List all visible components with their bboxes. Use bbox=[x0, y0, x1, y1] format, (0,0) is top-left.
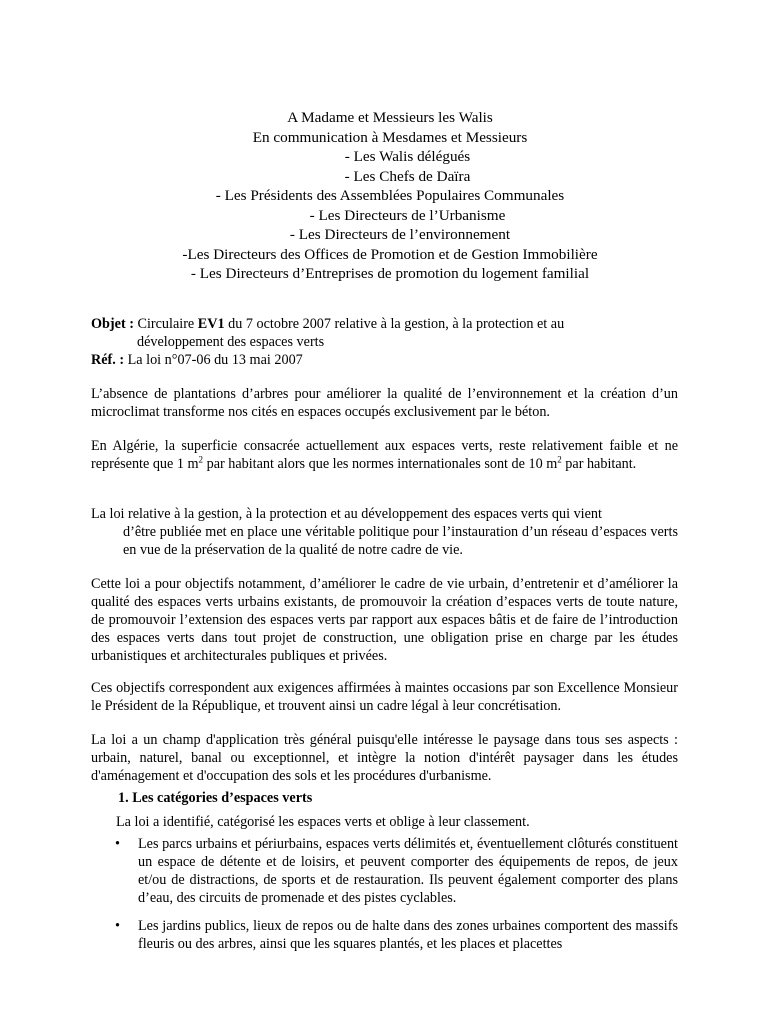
recipients-block bbox=[90, 108, 690, 284]
bullet-icon: • bbox=[115, 918, 120, 934]
ref-line bbox=[91, 351, 678, 369]
list-item bbox=[112, 917, 678, 953]
paragraph-objectives: Cette loi a pour objectifs notamment, d’améliorer le cadre de vie urbain, d’entretenir et d’améliorer la qualité des espaces verts urbains existants, de promouvoir la création d’espaces verts de toute nature, de promouvoir l’extension des espaces verts par rapport aux espaces bâtis et de faire de l’introduction des espaces verts dans tout projet de construction, une obligation prise en charge par les études urbanistiques et architecturales publiques et privées. bbox=[91, 576, 678, 664]
p2-text-a: En Algérie, la superficie consacrée actuellement aux espaces verts, reste relativement faible et ne représente que 1 m bbox=[91, 438, 678, 472]
ref-text: La loi n°07-06 du 13 mai 2007 bbox=[124, 352, 303, 368]
recipient-line: - Les Directeurs d’Entreprises de promotion du logement familial bbox=[190, 265, 590, 282]
section-intro: La loi a identifié, catégorisé les espaces verts et oblige à leur classement. bbox=[116, 814, 530, 830]
section-heading: 1. Les catégories d’espaces verts bbox=[118, 790, 313, 806]
paragraph-intro: L’absence de plantations d’arbres pour améliorer la qualité de l’environnement et la création d’un microclimat transforme nos cités en espaces occupés exclusivement par le béton. bbox=[91, 386, 678, 420]
objet-line bbox=[91, 315, 678, 333]
p2-text-c: par habitant. bbox=[561, 456, 637, 472]
objet-text-after: du 7 octobre 2007 relative à la gestion, à la protection et au bbox=[224, 316, 565, 332]
category-list bbox=[112, 835, 678, 963]
ref-label: Réf. : bbox=[91, 352, 125, 368]
paragraph-scope: La loi a un champ d'application très général puisqu'elle intéresse le paysage dans tous ses aspects : urbain, naturel, banal ou exceptionnel, et intègre la notion d'intérêt paysager dans les études d'aménagement et d'occupation des sols et les procédures d'urbanisme. bbox=[91, 732, 678, 784]
p3-first-line: La loi relative à la gestion, à la protection et au développement des espaces verts qui vient bbox=[91, 506, 602, 522]
p2-superscript-1: 2 bbox=[198, 454, 204, 465]
objet-block bbox=[91, 315, 678, 369]
recipient-line: - Les Walis délégués bbox=[344, 148, 471, 165]
list-item-text: Les jardins publics, lieux de repos ou de halte dans des zones urbaines comportent des massifs fleuris ou des arbres, ainsi que les squares plantés, et les places et placettes bbox=[138, 918, 678, 952]
recipient-line: -Les Directeurs des Offices de Promotion et de Gestion Immobilière bbox=[182, 245, 598, 263]
recipient-line: A Madame et Messieurs les Walis bbox=[287, 109, 493, 126]
objet-continuation: développement des espaces verts bbox=[137, 334, 325, 350]
paragraph-algeria bbox=[91, 437, 678, 473]
recipient-line: - Les Directeurs de l’Urbanisme bbox=[309, 206, 506, 224]
list-item bbox=[112, 835, 678, 907]
recipient-line: En communication à Mesdames et Messieurs bbox=[252, 128, 528, 146]
paragraph-law bbox=[91, 505, 678, 559]
recipient-line: - Les Présidents des Assemblées Populaires Communales bbox=[215, 187, 565, 204]
paragraph-exigences: Ces objectifs correspondent aux exigences affirmées à maintes occasions par son Excellence Monsieur le Président de la République, et trouvent ainsi un cadre légal à leur concrétisation. bbox=[91, 680, 678, 714]
bullet-icon: • bbox=[115, 836, 120, 852]
list-item-text: Les parcs urbains et périurbains, espaces verts délimités et, éventuellement clôturés constituent un espace de détente et de loisirs, et peuvent comporter des équipements de repos, de jeux et/ou de distractions, de sports et de restauration. Ils peuvent également comporter des plans d’eau, des circuits de promenade et des pistes cyclables. bbox=[138, 836, 678, 906]
p2-superscript-2: 2 bbox=[557, 454, 562, 465]
p3-rest: d’être publiée met en place une véritable politique pour l’instauration d’un réseau d’espaces verts en vue de la préservation de la qualité de notre cadre de vie. bbox=[123, 524, 678, 558]
objet-label: Objet : bbox=[91, 316, 134, 332]
objet-code: EV1 bbox=[197, 316, 225, 332]
recipient-line: - Les Chefs de Daïra bbox=[344, 167, 471, 185]
recipient-line: - Les Directeurs de l’environnement bbox=[289, 226, 511, 243]
objet-text-before: Circulaire bbox=[133, 316, 198, 332]
p2-text-b: par habitant alors que les normes internationales sont de 10 m bbox=[203, 456, 558, 472]
